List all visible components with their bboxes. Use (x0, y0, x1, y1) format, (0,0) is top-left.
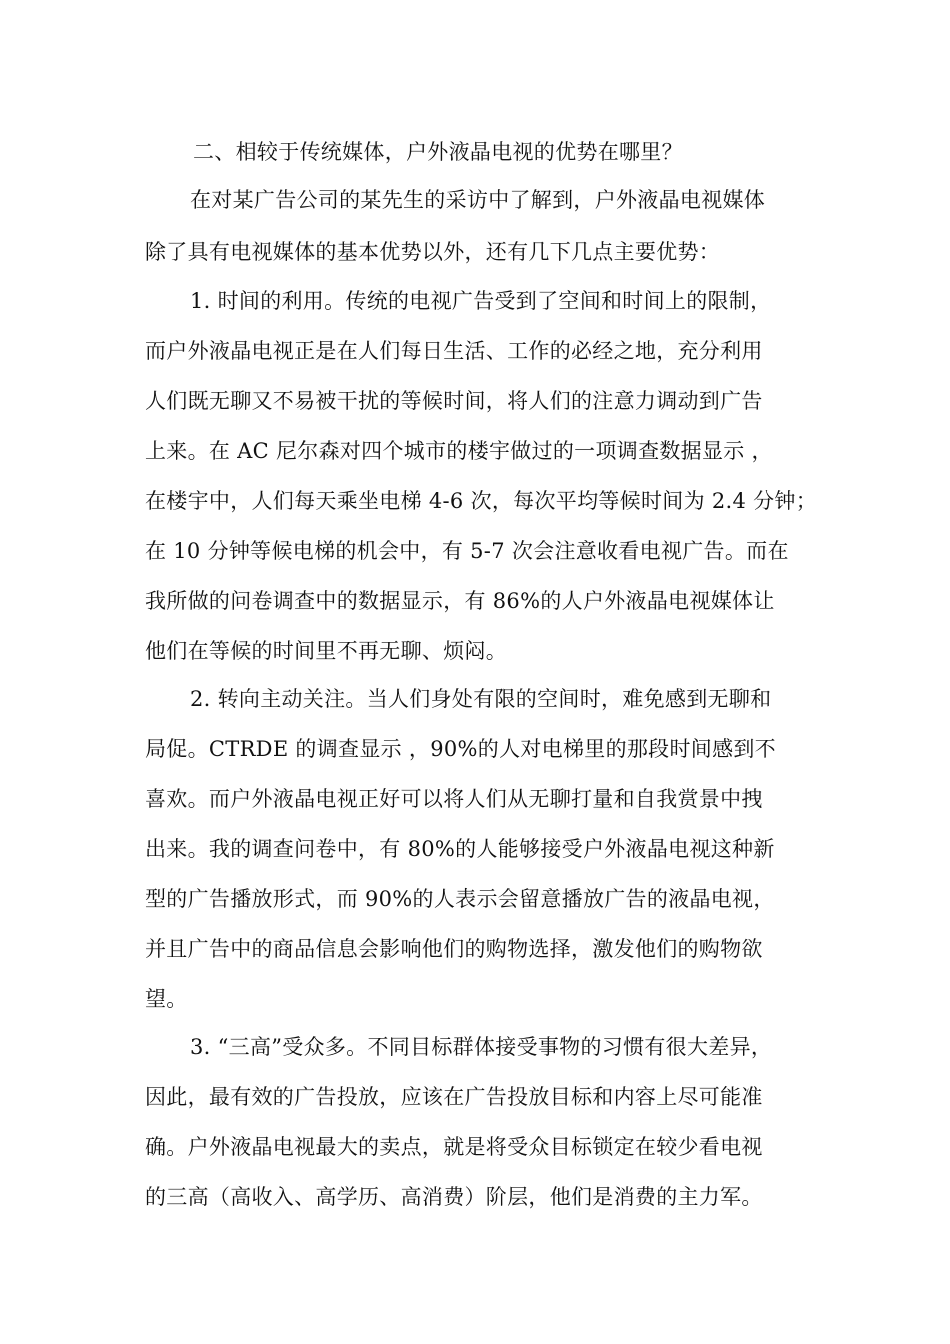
paragraph-line: 在 10 分钟等候电梯的机会中，有 5-7 次会注意收看电视广告。而在 (145, 539, 789, 563)
paragraph-line: 在楼宇中，人们每天乘坐电梯 4-6 次，每次平均等候时间为 2.4 分钟； (145, 489, 818, 513)
paragraph-line: 确。户外液晶电视最大的卖点，就是将受众目标锁定在较少看电视 (145, 1135, 763, 1159)
paragraph-line: 的三高（高收入、高学历、高消费）阶层，他们是消费的主力军。 (145, 1185, 763, 1209)
paragraph-line: 因此，最有效的广告投放，应该在广告投放目标和内容上尽可能准 (145, 1085, 763, 1109)
paragraph-line: 人们既无聊又不易被干扰的等候时间，将人们的注意力调动到广告 (145, 389, 763, 413)
paragraph-line: 局促。CTRDE 的调查显示 ，90%的人对电梯里的那段时间感到不 (145, 737, 776, 761)
paragraph-line: 上来。在 AC 尼尔森对四个城市的楼宇做过的一项调查数据显示 ， (145, 439, 773, 463)
paragraph-line: 除了具有电视媒体的基本优势以外，还有几下几点主要优势： (145, 240, 721, 264)
paragraph-line: 喜欢。而户外液晶电视正好可以将人们从无聊打量和自我赏景中拽 (145, 787, 763, 811)
paragraph-line: 他们在等候的时间里不再无聊、烦闷。 (145, 639, 508, 663)
paragraph-line: 2. 转向主动关注。当人们身处有限的空间时，难免感到无聊和 (190, 687, 772, 711)
paragraph-line: 而户外液晶电视正是在人们每日生活、工作的必经之地，充分利用 (145, 339, 763, 363)
paragraph-line: 并且广告中的商品信息会影响他们的购物选择，激发他们的购物欲 (145, 937, 763, 961)
paragraph-line: 我所做的问卷调查中的数据显示，有 86%的人户外液晶电视媒体让 (145, 589, 775, 613)
paragraph-line: 望。 (145, 987, 188, 1011)
paragraph-line: 出来。我的调查问卷中，有 80%的人能够接受户外液晶电视这种新 (145, 837, 775, 861)
paragraph-line: 1. 时间的利用。传统的电视广告受到了空间和时间上的限制， (190, 289, 772, 313)
paragraph-line: 在对某广告公司的某先生的采访中了解到，户外液晶电视媒体 (190, 188, 766, 212)
paragraph-line: 3. “三高”受众多。不同目标群体接受事物的习惯有很大差异， (190, 1035, 773, 1059)
section-heading: 二、相较于传统媒体，户外液晶电视的优势在哪里？ (193, 140, 683, 164)
paragraph-line: 型的广告播放形式，而 90%的人表示会留意播放广告的液晶电视， (145, 887, 775, 911)
